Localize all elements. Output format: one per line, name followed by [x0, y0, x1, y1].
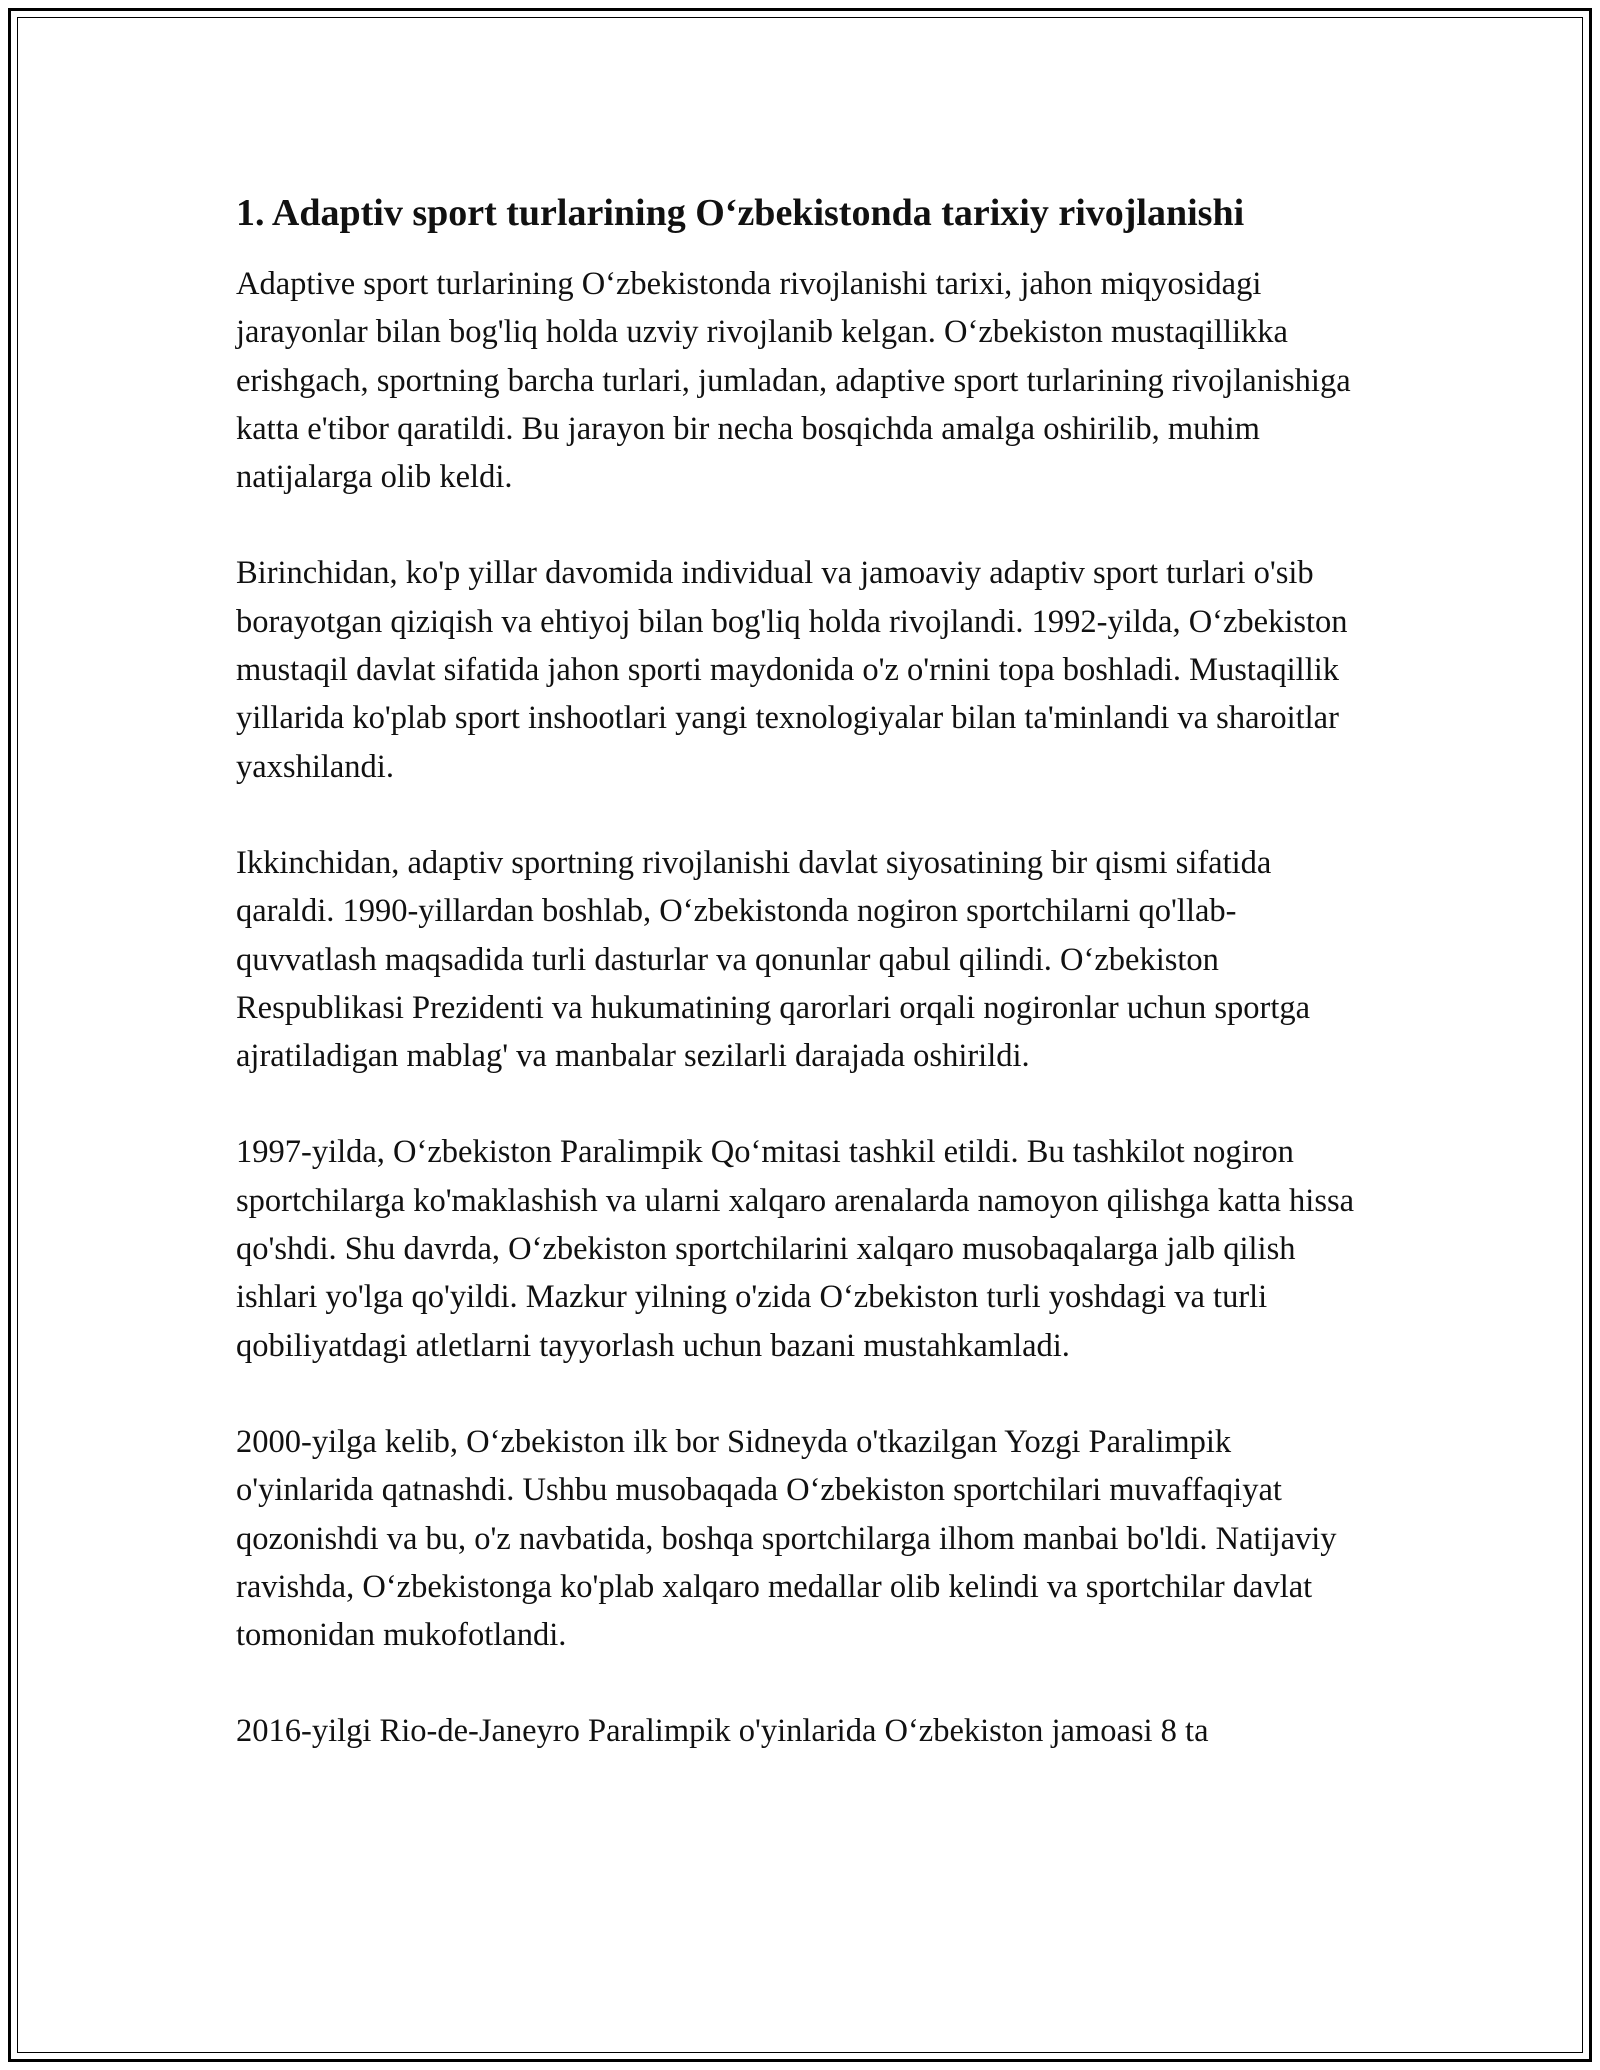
paragraph-2: Birinchidan, ko'p yillar davomida individual va jamoaviy adaptiv sport turlari o'sib borayotgan qiziqish va ehtiyoj bilan bog'liq holda rivojlandi. 1992-yilda, O‘zbekiston mustaqil davlat sifatida jahon sporti maydonida o'z o'rnini topa boshladi. Mustaqillik yillarida ko'plab sport inshootlari yangi texnologiyalar bilan ta'minlandi va sharoitlar yaxshilandi.	[236, 555, 1348, 785]
paragraph-6: 2016-yilgi Rio-de-Janeyro Paralimpik o'yinlarida O‘zbekiston jamoasi 8 ta	[236, 1713, 1209, 1750]
document-body	[236, 188, 1376, 1804]
paragraph-1: Adaptive sport turlarining O‘zbekistonda rivojlanishi tarixi, jahon miqyosidagi jarayonlar bilan bog'liq holda uzviy rivojlanib kelgan. O‘zbekiston mustaqillikka erishgach, sportning barcha turlari, jumladan, adaptive sport turlarining rivojlanishiga katta e'tibor qaratildi. Bu jarayon bir necha bosqichda amalga oshirilib, muhim natijalarga olib keldi.	[236, 266, 1351, 496]
section-heading: 1. Adaptiv sport turlarining O‘zbekistonda tarixiy rivojlanishi	[236, 192, 1245, 234]
paragraph-5: 2000-yilga kelib, O‘zbekiston ilk bor Sidneyda o'tkazilgan Yozgi Paralimpik o'yinlarida qatnashdi. Ushbu musobaqada O‘zbekiston sportchilari muvaffaqiyat qozonishdi va bu, o'z navbatida, boshqa sportchilarga ilhom manbai bo'ldi. Natijaviy ravishda, O‘zbekistonga ko'plab xalqaro medallar olib kelindi va sportchilar davlat tomonidan mukofotlandi.	[236, 1423, 1337, 1654]
paragraph-4: 1997-yilda, O‘zbekiston Paralimpik Qo‘mitasi tashkil etildi. Bu tashkilot nogiron sportchilarga ko'maklashish va ularni xalqaro arenalarda namoyon qilishga katta hissa qo'shdi. Shu davrda, O‘zbekiston sportchilarini xalqaro musobaqalarga jalb qilish ishlari yo'lga qo'yildi. Mazkur yilning o'zida O‘zbekiston turli yoshdagi va turli qobiliyatdagi atletlarni tayyorlash uchun bazani mustahkamladi.	[236, 1134, 1355, 1364]
paragraph-3: Ikkinchidan, adaptiv sportning rivojlanishi davlat siyosatining bir qismi sifatida qaraldi. 1990-yillardan boshlab, O‘zbekistonda nogiron sportchilarni qo'llab-quvvatlash maqsadida turli dasturlar va qonunlar qabul qilindi. O‘zbekiston Respublikasi Prezidenti va hukumatining qarorlari orqali nogironlar uchun sportga ajratiladigan mablag' va manbalar sezilarli darajada oshirildi.	[236, 844, 1311, 1075]
